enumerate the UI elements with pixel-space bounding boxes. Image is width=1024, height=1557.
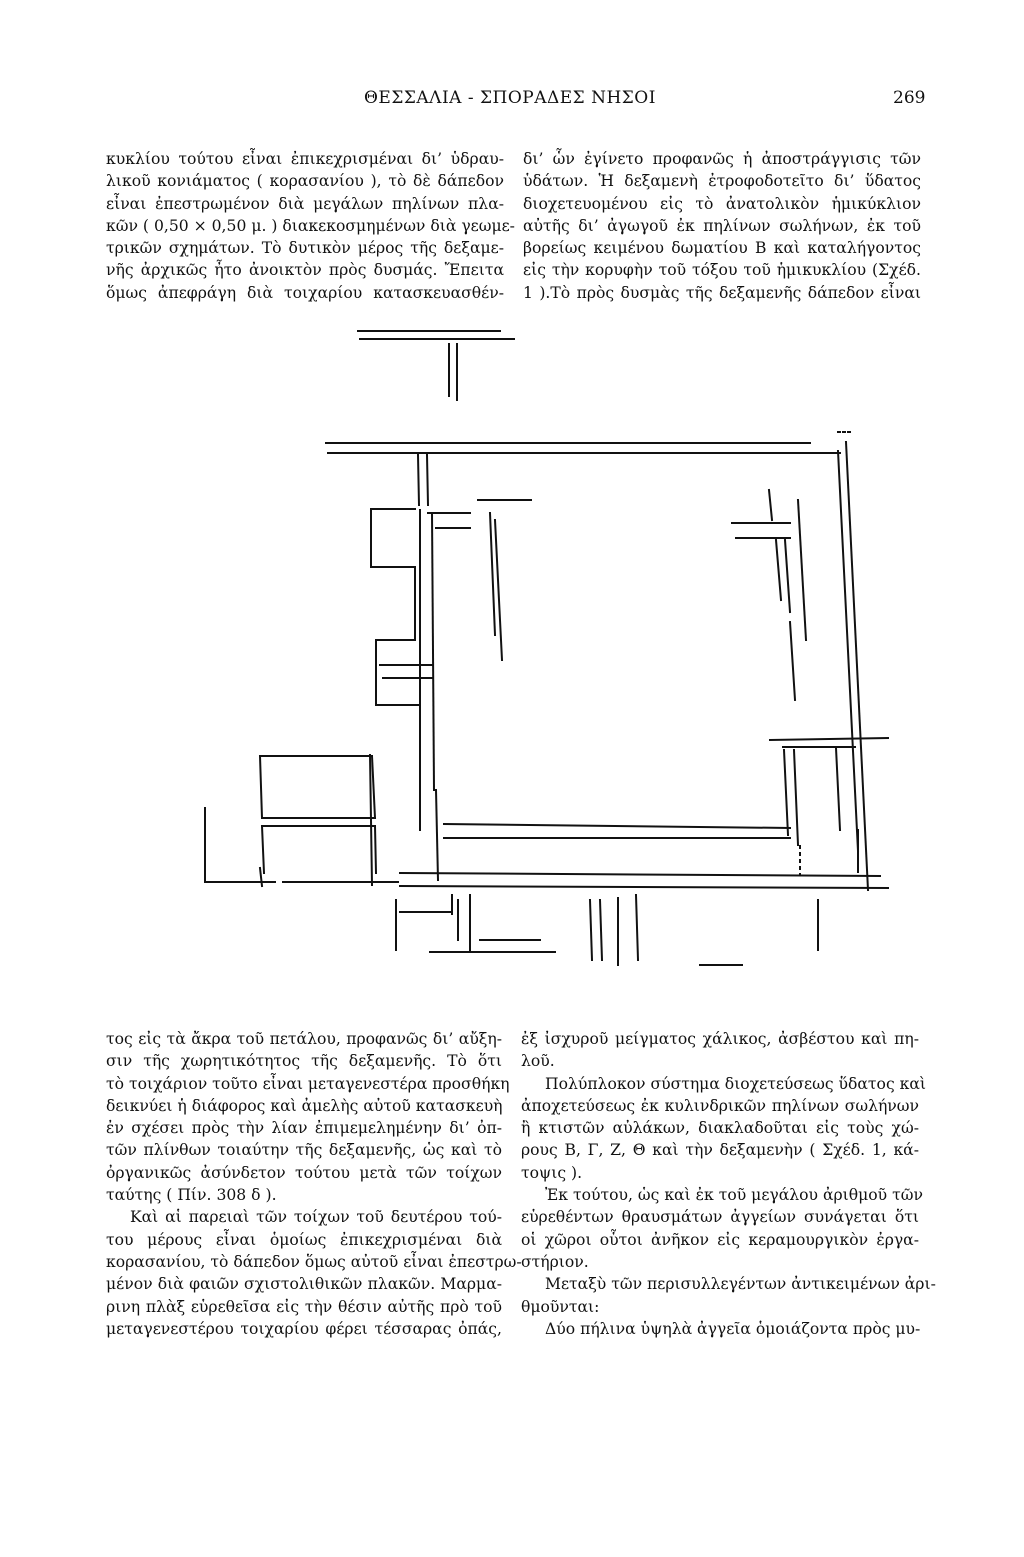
plan-southwest-rooms [205,755,398,886]
text-line: ὀργανικῶς ἀσύνδετον τούτου μετὰ τῶν τοίχων [106,1163,502,1182]
text-line: βορείως κειμένου δωματίου Β καὶ καταλήγοντος [523,239,921,258]
text-line: λοῦ. [521,1052,555,1071]
text-line: Πολύπλοκον σύστημα διοχετεύσεως ὕδατος καὶ [545,1074,927,1093]
text-line: ἐξ ἰσχυροῦ μείγματος χάλικος, ἀσβέστου καὶ πη- [521,1030,919,1048]
text-line: κορασανίου, τὸ δάπεδον ὅμως αὐτοῦ εἶναι ἐπεστρω- [106,1252,522,1271]
text-line: κυκλίου τούτου εἶναι ἐπικεχρισμέναι δι’ ὑδραυ- [106,150,504,168]
column-bottom-left [106,1028,522,1340]
plan-left-walls [371,455,531,830]
text-line: τοψις ). [521,1163,583,1182]
text-line: δεικνύει ἡ διάφορος καὶ ἀμελὴς αὐτοῦ κατασκευὴ [106,1096,503,1115]
text-line: Καὶ αἱ παρειαὶ τῶν τοίχων τοῦ δευτέρου τού- [130,1208,502,1227]
plan-top-wall [358,331,514,400]
text-line: Μεταξὺ τῶν περισυλλεγέντων ἀντικειμένων ἀρι- [545,1275,936,1294]
text-line: οἱ χῶροι οὗτοι ἀνῆκον εἰς κεραμουργικὸν ἐργα- [521,1230,919,1249]
text-line: τος εἰς τὰ ἄκρα τοῦ πετάλου, προφανῶς δι’ αὔξη- [106,1030,502,1048]
text-line: ρους Β, Γ, Ζ, Θ καὶ τὴν δεξαμενὴν ( Σχέδ. 1, κά- [521,1141,919,1160]
text-line: ἀποχετεύσεως ἐκ κυλινδρικῶν πηλίνων σωλήνων [521,1096,919,1115]
text-line: εὑρεθέντων θραυσμάτων ἀγγείων συνάγεται ὅτι [521,1208,919,1227]
text-line: κῶν ( 0,50 × 0,50 μ. ) διακεκοσμημένων διὰ γεωμε- [106,216,515,235]
plan-south-walls [396,790,888,965]
text-line: ρινη πλὰξ εὑρεθεῖσα εἰς τὴν θέσιν αὐτῆς πρὸ τοῦ [106,1297,502,1316]
text-line: μεταγενεστέρου τοιχαρίου φέρει τέσσαρας ὀπάς, [106,1319,502,1338]
text-line: ἢ κτιστῶν αὐλάκων, διακλαδοῦται εἰς τοὺς χώ- [521,1119,919,1138]
text-line: δι’ ὧν ἐγίνετο προφανῶς ἡ ἀποστράγγισις τῶν [523,150,921,168]
text-line: ἐν σχέσει πρὸς τὴν λίαν ἐπιμεμελημένην δι’ ὀπ- [106,1119,502,1138]
text-line: τρικῶν σχημάτων. Τὸ δυτικὸν μέρος τῆς δεξαμε- [106,239,504,258]
text-line: ὅμως ἀπεφράγη διὰ τοιχαρίου κατασκευασθέν- [106,283,504,302]
text-line: Ἐκ τούτου, ὡς καὶ ἐκ τοῦ μεγάλου ἀριθμοῦ τῶν [545,1186,923,1205]
text-line: λικοῦ κονιάματος ( κορασανίου ), τὸ δὲ δάπεδον [106,172,504,191]
text-line: εἶναι ἐπεστρωμένον διὰ μεγάλων πηλίνων πλα- [106,194,504,213]
running-title: ΘΕΣΣΑΛΙΑ - ΣΠΟΡΑΔΕΣ ΝΗΣΟΙ [364,88,656,108]
text-line: του μέρους εἶναι ὁμοίως ἐπικεχρισμέναι διὰ [106,1230,502,1249]
text-line: Δύο πήλινα ὑψηλὰ ἀγγεῖα ὁμοιάζοντα πρὸς μυ- [545,1319,921,1338]
text-line: στήριον. [521,1252,589,1271]
text-line: νῆς ἀρχικῶς ἦτο ἀνοικτὸν πρὸς δυσμάς. Ἔπειτα [106,261,504,280]
text-line: αὐτῆς δι’ ἀγωγοῦ ἐκ πηλίνων σωλήνων, ἐκ τοῦ [523,216,921,235]
text-line: εἰς τὴν κορυφὴν τοῦ τόξου τοῦ ἡμικυκλίου (Σχέδ. [523,261,921,280]
text-line: τῶν πλίνθων τοιαύτην τῆς δεξαμενῆς, ὡς καὶ τὸ [106,1141,502,1160]
text-line: ὑδάτων. Ἡ δεξαμενὴ ἐτροφοδοτεῖτο δι’ ὕδατος [523,172,921,191]
text-line: διοχετευομένου εἰς τὸ ἀνατολικὸν ἡμικύκλιον [523,194,921,213]
text-line: 1 ).Τὸ πρὸς δυσμὰς τῆς δεξαμενῆς δάπεδον εἶναι [523,283,921,302]
text-line: μένον διὰ φαιῶν σχιστολιθικῶν πλακῶν. Μαρμα- [106,1275,502,1294]
text-line: σιν τῆς χωρητικότητος τῆς δεξαμενῆς. Τὸ ὅτι [106,1052,502,1071]
page-number: 269 [893,88,926,108]
text-line: τὸ τοιχάριον τοῦτο εἶναι μεταγενεστέρα προσθήκη [106,1074,510,1093]
column-bottom-right [521,1028,936,1340]
text-line: ταύτης ( Πίν. 308 δ ). [106,1186,277,1205]
text-line: θμοῦνται: [521,1297,600,1316]
